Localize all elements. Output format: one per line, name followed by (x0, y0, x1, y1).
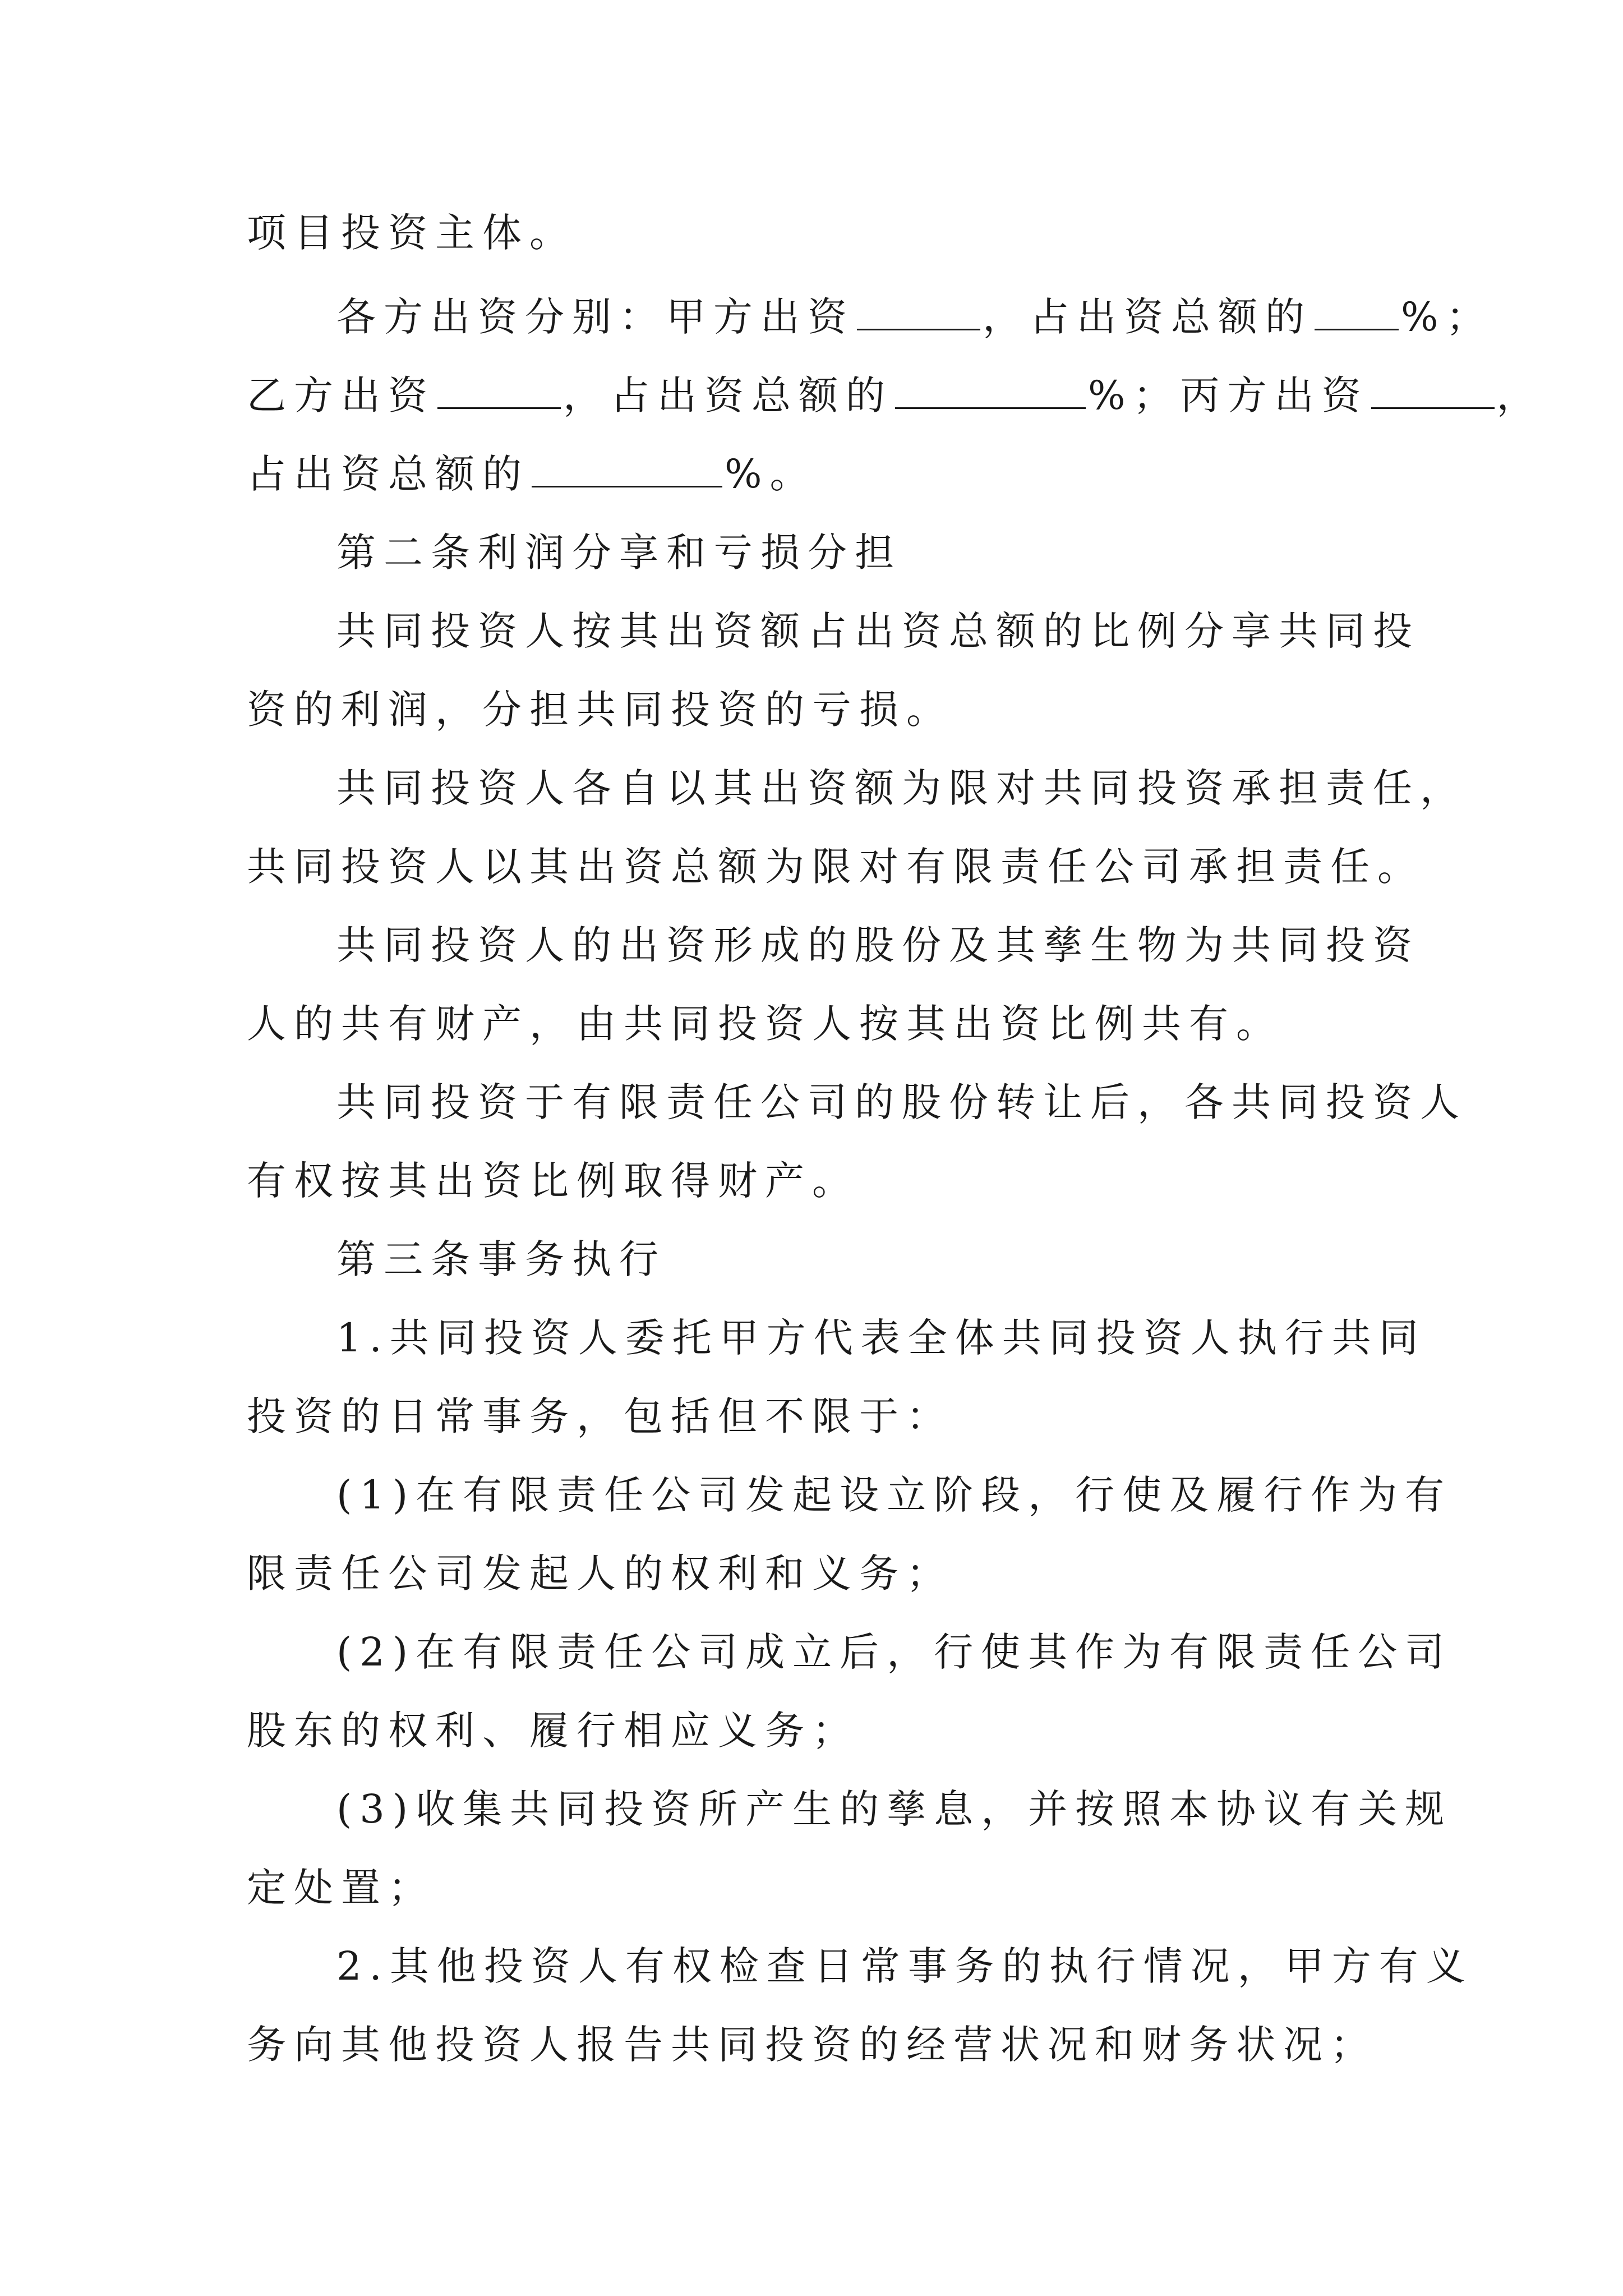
text-line (336, 1313, 1426, 1363)
line-text: 共同投资人按其出资额占出资总额的比例分享共同投 (336, 608, 1420, 654)
text-line (336, 763, 1467, 813)
text-line (247, 999, 1283, 1049)
fill-in-blank[interactable] (532, 451, 722, 487)
line-text: 各方出资分别：甲方出资 (336, 294, 855, 340)
text-line (247, 2019, 1377, 2070)
line-text: 共同投资于有限责任公司的股份转让后，各共同投资人 (336, 1079, 1467, 1125)
line-text: 共同投资人各自以其出资额为限对共同投资承担责任， (336, 765, 1467, 811)
line-text: 项目投资主体。 (247, 210, 577, 256)
line-text: 投资的日常事务，包括但不限于： (247, 1393, 953, 1439)
line-text: 乙方出资 (247, 372, 435, 418)
text-line (247, 1156, 859, 1206)
line-text: 1.共同投资人委托甲方代表全体共同投资人执行共同 (336, 1315, 1426, 1361)
text-line (247, 684, 953, 735)
text-line (247, 449, 817, 499)
line-text: 共同投资人的出资形成的股份及其孳生物为共同投资 (336, 922, 1420, 968)
fill-in-blank[interactable] (437, 372, 561, 409)
text-line (336, 1077, 1467, 1128)
line-text: %。 (725, 451, 817, 497)
line-text: 资的利润，分担共同投资的亏损。 (247, 687, 953, 733)
text-line (247, 1548, 953, 1599)
section-heading (336, 527, 902, 578)
line-text: 股东的权利、履行相应义务； (247, 1708, 859, 1754)
line-text: 有权按其出资比例取得财产。 (247, 1158, 859, 1204)
text-line (336, 292, 1493, 342)
line-text: ，占出资总额的 (983, 294, 1312, 340)
line-text: 2.其他投资人有权检查日常事务的执行情况，甲方有义 (336, 1943, 1473, 1989)
text-line (336, 606, 1420, 656)
text-line (247, 841, 1424, 892)
line-text: 共同投资人以其出资总额为限对有限责任公司承担责任。 (247, 844, 1424, 890)
text-line (336, 1784, 1452, 1834)
fill-in-blank[interactable] (895, 372, 1086, 409)
line-text: %； (1401, 294, 1493, 340)
line-text: 占出资总额的 (247, 451, 529, 497)
line-text: 定处置； (247, 1865, 435, 1911)
fill-in-blank[interactable] (1371, 372, 1495, 409)
text-line (336, 920, 1420, 970)
line-text: (2)在有限责任公司成立后，行使其作为有限责任公司 (336, 1629, 1453, 1675)
line-text: 人的共有财产，由共同投资人按其出资比例共有。 (247, 1001, 1283, 1047)
text-line (336, 1941, 1473, 1991)
line-text: (1)在有限责任公司发起设立阶段，行使及履行作为有 (336, 1472, 1453, 1518)
section-heading (336, 1234, 666, 1285)
line-text: %；丙方出资 (1088, 372, 1369, 418)
line-text: 第二条利润分享和亏损分担 (336, 530, 902, 576)
line-text: 第三条事务执行 (336, 1236, 666, 1282)
text-line (247, 1862, 435, 1913)
line-text: 限责任公司发起人的权利和义务； (247, 1550, 953, 1596)
text-line (247, 208, 577, 258)
line-text: (3)收集共同投资所产生的孳息，并按照本协议有关规 (336, 1786, 1453, 1832)
fill-in-blank[interactable] (1315, 294, 1399, 330)
fill-in-blank[interactable] (857, 294, 980, 330)
line-text: ，占出资总额的 (563, 372, 893, 418)
text-line (247, 1391, 953, 1442)
text-line (336, 1627, 1452, 1677)
text-line (336, 1470, 1452, 1520)
text-line (247, 370, 1544, 421)
line-text: ， (1496, 372, 1544, 418)
text-line (247, 1705, 859, 1756)
line-text: 务向其他投资人报告共同投资的经营状况和财务状况； (247, 2022, 1377, 2068)
